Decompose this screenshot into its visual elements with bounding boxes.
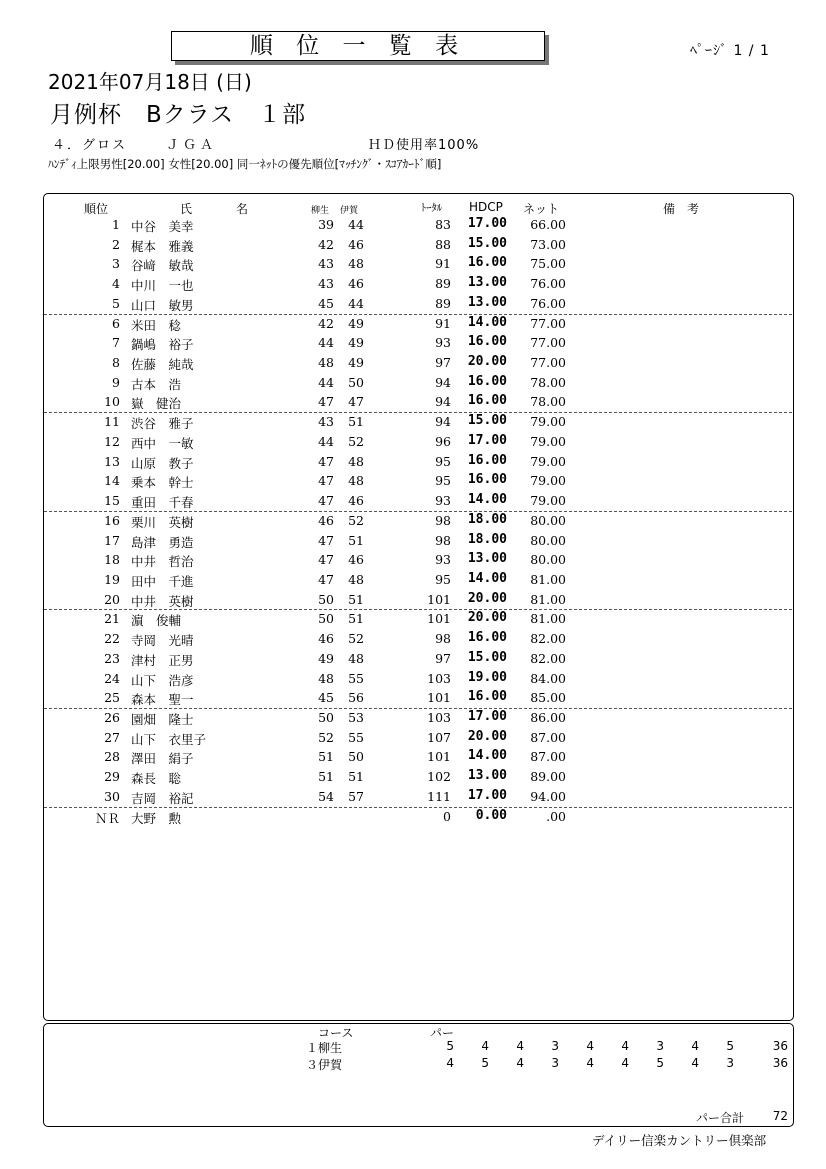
cell-name: 米田 稔 (131, 317, 182, 333)
cell-total: 94 (435, 374, 451, 390)
cell-name: 濵 俊輔 (131, 613, 182, 629)
cell-hdcp: 14.00 (467, 748, 507, 764)
cell-rank: ＮＲ (94, 810, 120, 826)
cell-total: 94 (435, 414, 451, 430)
table-row (44, 728, 792, 748)
handicap-note: ﾊﾝﾃﾞｨ上限男性[20.00] 女性[20.00] 同一ﾈｯﾄの優先順位[ﾏｯﾁﾝｸﾞ・ｽｺｱｶｰﾄﾞ順] (48, 157, 442, 171)
hole-par: 4 (481, 1039, 489, 1053)
cell-net: 78.00 (530, 374, 566, 390)
cell-total: 102 (427, 769, 451, 785)
cell-total: 95 (435, 453, 451, 469)
cell-yagyu: 50 (318, 611, 334, 627)
hole-par: 4 (446, 1056, 454, 1070)
cell-rank: 26 (104, 710, 120, 725)
cell-iga: 51 (348, 414, 364, 430)
cell-net: 86.00 (530, 710, 566, 725)
cell-net: 85.00 (530, 690, 566, 706)
cell-name: 中井 英樹 (131, 593, 194, 609)
cell-hdcp: 16.00 (467, 630, 507, 646)
cell-name: 山原 教子 (131, 455, 194, 471)
course-label: コース (318, 1026, 354, 1040)
hole-par: 4 (516, 1039, 524, 1053)
cell-iga: 46 (348, 493, 364, 509)
cell-iga: 46 (348, 276, 364, 292)
cell-yagyu: 42 (318, 236, 334, 252)
cell-total: 93 (435, 335, 451, 351)
cell-iga: 53 (348, 710, 364, 725)
col-hdcp: HDCP (469, 200, 503, 214)
table-row (44, 353, 792, 373)
cell-rank: 20 (104, 591, 120, 607)
cell-yagyu: 46 (318, 631, 334, 647)
cell-total: 98 (435, 631, 451, 647)
cell-total: 97 (435, 650, 451, 666)
cell-hdcp: 16.00 (467, 373, 507, 389)
par-total: 72 (772, 1109, 788, 1123)
cell-hdcp: 14.00 (467, 314, 507, 330)
cell-rank: 22 (104, 631, 120, 647)
col-total: ﾄｰﾀﾙ (421, 202, 442, 214)
table-row (44, 550, 792, 570)
cell-net: 77.00 (530, 335, 566, 351)
hole-par: 3 (726, 1056, 734, 1070)
cell-rank: 13 (104, 453, 120, 469)
cell-net: 89.00 (530, 769, 566, 785)
table-row (44, 570, 792, 590)
cell-name: 中川 一也 (131, 278, 194, 294)
cell-iga: 48 (348, 256, 364, 272)
cell-net: 80.00 (530, 512, 566, 528)
hole-par: 5 (481, 1056, 489, 1070)
cell-hdcp: 15.00 (467, 413, 507, 429)
cell-net: 79.00 (530, 453, 566, 469)
cell-hdcp: 19.00 (467, 669, 507, 685)
cell-net: 77.00 (530, 315, 566, 331)
cell-total: 95 (435, 473, 451, 489)
handicap-rate: ＨＤ使用率100% (368, 138, 480, 153)
table-row (44, 629, 792, 649)
cell-iga: 56 (348, 690, 364, 706)
cell-total: 101 (427, 591, 451, 607)
course-par-total: 36 (772, 1056, 788, 1070)
cell-iga: 50 (348, 749, 364, 765)
cell-net: 77.00 (530, 355, 566, 371)
cell-name: 森本 聖一 (131, 692, 194, 708)
cell-total: 101 (427, 749, 451, 765)
cell-name: 西中 一敏 (131, 435, 194, 451)
cell-iga: 50 (348, 374, 364, 390)
table-row (44, 452, 792, 472)
cell-yagyu: 47 (318, 453, 334, 469)
table-row (44, 471, 792, 491)
cell-net: 82.00 (530, 631, 566, 647)
cell-total: 107 (427, 729, 451, 745)
cell-net: .00 (546, 808, 566, 824)
hole-par: 4 (621, 1039, 629, 1053)
cell-yagyu: 50 (318, 710, 334, 725)
cell-net: 81.00 (530, 611, 566, 627)
cell-net: 76.00 (530, 276, 566, 292)
table-row (44, 669, 792, 689)
cell-rank: 1 (112, 217, 120, 232)
hole-par: 5 (446, 1039, 454, 1053)
cell-net: 79.00 (530, 473, 566, 489)
table-row (44, 314, 792, 334)
hole-par: 3 (656, 1039, 664, 1053)
cell-name: 森長 聡 (131, 771, 182, 787)
table-row (44, 333, 792, 353)
cell-name: 鍋嶋 裕子 (131, 337, 194, 353)
competition-name: 月例杯 Bクラス １部 (50, 102, 307, 128)
cell-yagyu: 50 (318, 591, 334, 607)
col-remarks: 備 考 (663, 202, 700, 216)
cell-total: 91 (435, 315, 451, 331)
cell-iga: 52 (348, 631, 364, 647)
cell-yagyu: 47 (318, 552, 334, 568)
cell-hdcp: 20.00 (467, 590, 507, 606)
cell-rank: 19 (104, 571, 120, 587)
cell-rank: 25 (104, 690, 120, 706)
cell-rank: 7 (112, 335, 120, 351)
table-row (44, 649, 792, 669)
cell-net: 81.00 (530, 591, 566, 607)
cell-net: 79.00 (530, 493, 566, 509)
cell-rank: 8 (112, 355, 120, 371)
cell-rank: 4 (112, 276, 120, 292)
cell-yagyu: 51 (318, 769, 334, 785)
event-date: 2021年07月18日 (日) (48, 70, 252, 94)
cell-iga: 52 (348, 433, 364, 449)
cell-net: 84.00 (530, 670, 566, 686)
cell-rank: 30 (104, 788, 120, 804)
cell-total: 83 (435, 217, 451, 232)
cell-total: 95 (435, 571, 451, 587)
cell-iga: 52 (348, 512, 364, 528)
cell-iga: 55 (348, 670, 364, 686)
par-total-label: パー合計 (696, 1111, 745, 1125)
cell-name: 山下 衣里子 (131, 731, 207, 747)
table-row (44, 531, 792, 551)
cell-iga: 51 (348, 532, 364, 548)
col-name-2: 名 (236, 202, 249, 216)
hole-par: 3 (551, 1039, 559, 1053)
cell-rank: 9 (112, 374, 120, 390)
cell-name: 嶽 健治 (131, 396, 182, 412)
cell-hdcp: 14.00 (467, 570, 507, 586)
cell-rank: 6 (112, 315, 120, 331)
table-row (44, 747, 792, 767)
cell-name: 大野 勲 (131, 810, 182, 826)
cell-hdcp: 16.00 (467, 472, 507, 488)
hole-par: 3 (551, 1056, 559, 1070)
col-name-1: 氏 (180, 202, 193, 216)
cell-name: 島津 勇造 (131, 534, 194, 550)
cell-total: 98 (435, 512, 451, 528)
cell-net: 75.00 (530, 256, 566, 272)
cell-yagyu: 49 (318, 650, 334, 666)
cell-hdcp: 17.00 (467, 432, 507, 448)
cell-yagyu: 44 (318, 335, 334, 351)
cell-net: 66.00 (530, 217, 566, 232)
cell-total: 88 (435, 236, 451, 252)
cell-hdcp: 16.00 (467, 255, 507, 271)
cell-rank: 21 (104, 611, 120, 627)
cell-yagyu: 48 (318, 670, 334, 686)
cell-yagyu: 42 (318, 315, 334, 331)
cell-yagyu: 47 (318, 532, 334, 548)
cell-iga: 46 (348, 236, 364, 252)
cell-hdcp: 16.00 (467, 393, 507, 409)
cell-total: 89 (435, 295, 451, 311)
cell-net: 78.00 (530, 394, 566, 410)
course-par-box (43, 1023, 794, 1127)
cell-rank: 17 (104, 532, 120, 548)
cell-yagyu: 48 (318, 355, 334, 371)
cell-hdcp: 15.00 (467, 649, 507, 665)
cell-name: 梶本 雅義 (131, 238, 194, 254)
cell-yagyu: 43 (318, 276, 334, 292)
cell-net: 76.00 (530, 295, 566, 311)
cell-iga: 44 (348, 295, 364, 311)
cell-net: 87.00 (530, 749, 566, 765)
cell-rank: 3 (112, 256, 120, 272)
table-row (44, 688, 792, 709)
cell-yagyu: 47 (318, 571, 334, 587)
cell-total: 93 (435, 493, 451, 509)
cell-name: 中井 哲治 (131, 554, 194, 570)
cell-total: 103 (427, 670, 451, 686)
cell-name: 津村 正男 (131, 652, 194, 668)
table-row (44, 274, 792, 294)
hole-par: 4 (691, 1039, 699, 1053)
table-row (44, 807, 792, 827)
table-row (44, 787, 792, 808)
hole-par: 5 (656, 1056, 664, 1070)
table-row (44, 491, 792, 512)
cell-total: 96 (435, 433, 451, 449)
cell-rank: 15 (104, 493, 120, 509)
cell-name: 吉岡 裕記 (131, 790, 194, 806)
par-label: パー (430, 1026, 455, 1040)
cell-yagyu: 44 (318, 433, 334, 449)
cell-yagyu: 47 (318, 394, 334, 410)
format-org: ＪＧＡ (166, 138, 218, 153)
cell-name: 園畑 隆士 (131, 712, 194, 727)
table-row (44, 609, 792, 629)
cell-rank: 14 (104, 473, 120, 489)
cell-rank: 5 (112, 295, 120, 311)
cell-hdcp: 17.00 (467, 709, 507, 724)
cell-total: 89 (435, 276, 451, 292)
cell-hdcp: 18.00 (467, 531, 507, 547)
cell-yagyu: 54 (318, 788, 334, 804)
cell-total: 0 (443, 808, 451, 824)
cell-total: 97 (435, 355, 451, 371)
cell-yagyu: 51 (318, 749, 334, 765)
table-row (44, 432, 792, 452)
cell-iga: 55 (348, 729, 364, 745)
cell-total: 94 (435, 394, 451, 410)
cell-net: 94.00 (530, 788, 566, 804)
cell-rank: 18 (104, 552, 120, 568)
cell-iga: 49 (348, 335, 364, 351)
cell-yagyu: 46 (318, 512, 334, 528)
cell-name: 山口 敏男 (131, 297, 194, 313)
hole-par: 4 (621, 1056, 629, 1070)
table-row (44, 373, 792, 393)
cell-iga: 49 (348, 315, 364, 331)
cell-rank: 27 (104, 729, 120, 745)
cell-name: 渋谷 雅子 (131, 416, 194, 432)
col-yagyu: 柳生 (311, 206, 330, 216)
cell-rank: 16 (104, 512, 120, 528)
page-number: ﾍﾟｰｼﾞ 1 / 1 (690, 43, 770, 59)
cell-yagyu: 43 (318, 256, 334, 272)
cell-name: 古本 浩 (131, 376, 182, 392)
cell-rank: 29 (104, 769, 120, 785)
table-row (44, 767, 792, 787)
cell-hdcp: 17.00 (467, 216, 507, 231)
cell-yagyu: 47 (318, 493, 334, 509)
cell-iga: 49 (348, 355, 364, 371)
cell-name: 谷﨑 敏哉 (131, 258, 194, 274)
cell-name: 田中 千進 (131, 573, 194, 589)
cell-total: 91 (435, 256, 451, 272)
cell-hdcp: 20.00 (467, 728, 507, 744)
cell-hdcp: 13.00 (467, 768, 507, 784)
cell-hdcp: 16.00 (467, 334, 507, 350)
cell-rank: 24 (104, 670, 120, 686)
cell-net: 79.00 (530, 433, 566, 449)
cell-name: 澤田 絹子 (131, 751, 194, 767)
club-name: デイリー信楽カントリー倶楽部 (592, 1133, 767, 1148)
cell-iga: 48 (348, 473, 364, 489)
col-net: ネット (523, 202, 560, 216)
table-row (44, 590, 792, 611)
table-row (44, 254, 792, 274)
cell-iga: 57 (348, 788, 364, 804)
table-row (44, 412, 792, 432)
cell-iga: 51 (348, 611, 364, 627)
cell-total: 103 (427, 710, 451, 725)
cell-hdcp: 16.00 (467, 452, 507, 468)
cell-iga: 44 (348, 217, 364, 232)
cell-rank: 10 (104, 394, 120, 410)
cell-net: 81.00 (530, 571, 566, 587)
cell-hdcp: 14.00 (467, 492, 507, 508)
cell-yagyu: 52 (318, 729, 334, 745)
cell-iga: 48 (348, 453, 364, 469)
table-row (44, 215, 792, 235)
cell-rank: 2 (112, 236, 120, 252)
cell-name: 栗川 英樹 (131, 514, 194, 530)
cell-rank: 12 (104, 433, 120, 449)
cell-name: 寺岡 光晴 (131, 633, 194, 649)
cell-total: 101 (427, 690, 451, 706)
page-title: 順 位 一 覧 表 (171, 31, 545, 61)
cell-yagyu: 45 (318, 690, 334, 706)
cell-hdcp: 13.00 (467, 551, 507, 567)
cell-iga: 51 (348, 769, 364, 785)
table-row (44, 392, 792, 413)
cell-net: 87.00 (530, 729, 566, 745)
course-name: １柳生 (306, 1041, 343, 1055)
cell-rank: 11 (104, 414, 120, 430)
cell-total: 101 (427, 611, 451, 627)
cell-iga: 48 (348, 650, 364, 666)
cell-iga: 47 (348, 394, 364, 410)
cell-rank: 28 (104, 749, 120, 765)
cell-net: 73.00 (530, 236, 566, 252)
cell-name: 乗本 幹士 (131, 475, 194, 491)
cell-iga: 51 (348, 591, 364, 607)
cell-net: 79.00 (530, 414, 566, 430)
cell-hdcp: 18.00 (467, 511, 507, 527)
cell-name: 重田 千春 (131, 495, 194, 511)
cell-net: 80.00 (530, 532, 566, 548)
cell-total: 98 (435, 532, 451, 548)
table-row (44, 708, 792, 728)
cell-hdcp: 17.00 (467, 787, 507, 803)
cell-yagyu: 44 (318, 374, 334, 390)
cell-iga: 48 (348, 571, 364, 587)
course-par-total: 36 (772, 1039, 788, 1053)
table-row (44, 235, 792, 255)
cell-yagyu: 39 (318, 217, 334, 232)
course-name: ３伊賀 (306, 1058, 343, 1072)
cell-iga: 46 (348, 552, 364, 568)
cell-net: 80.00 (530, 552, 566, 568)
cell-name: 中谷 美幸 (131, 219, 194, 234)
table-row (44, 511, 792, 531)
table-row (44, 294, 792, 315)
cell-total: 111 (427, 788, 451, 804)
cell-net: 82.00 (530, 650, 566, 666)
cell-hdcp: 13.00 (467, 275, 507, 291)
cell-yagyu: 47 (318, 473, 334, 489)
cell-hdcp: 20.00 (467, 354, 507, 370)
cell-total: 93 (435, 552, 451, 568)
hole-par: 5 (726, 1039, 734, 1053)
cell-rank: 23 (104, 650, 120, 666)
format-type: ４．グロス (52, 138, 128, 153)
hole-par: 4 (516, 1056, 524, 1070)
cell-hdcp: 20.00 (467, 610, 507, 626)
cell-hdcp: 16.00 (467, 689, 507, 705)
cell-name: 佐藤 純哉 (131, 357, 194, 373)
col-rank: 順位 (84, 202, 109, 216)
cell-hdcp: 0.00 (475, 807, 507, 823)
hole-par: 4 (586, 1039, 594, 1053)
cell-name: 山下 浩彦 (131, 672, 194, 688)
cell-yagyu: 43 (318, 414, 334, 430)
cell-hdcp: 13.00 (467, 294, 507, 310)
col-iga: 伊賀 (340, 206, 359, 216)
cell-yagyu: 45 (318, 295, 334, 311)
cell-hdcp: 15.00 (467, 235, 507, 251)
hole-par: 4 (586, 1056, 594, 1070)
hole-par: 4 (691, 1056, 699, 1070)
